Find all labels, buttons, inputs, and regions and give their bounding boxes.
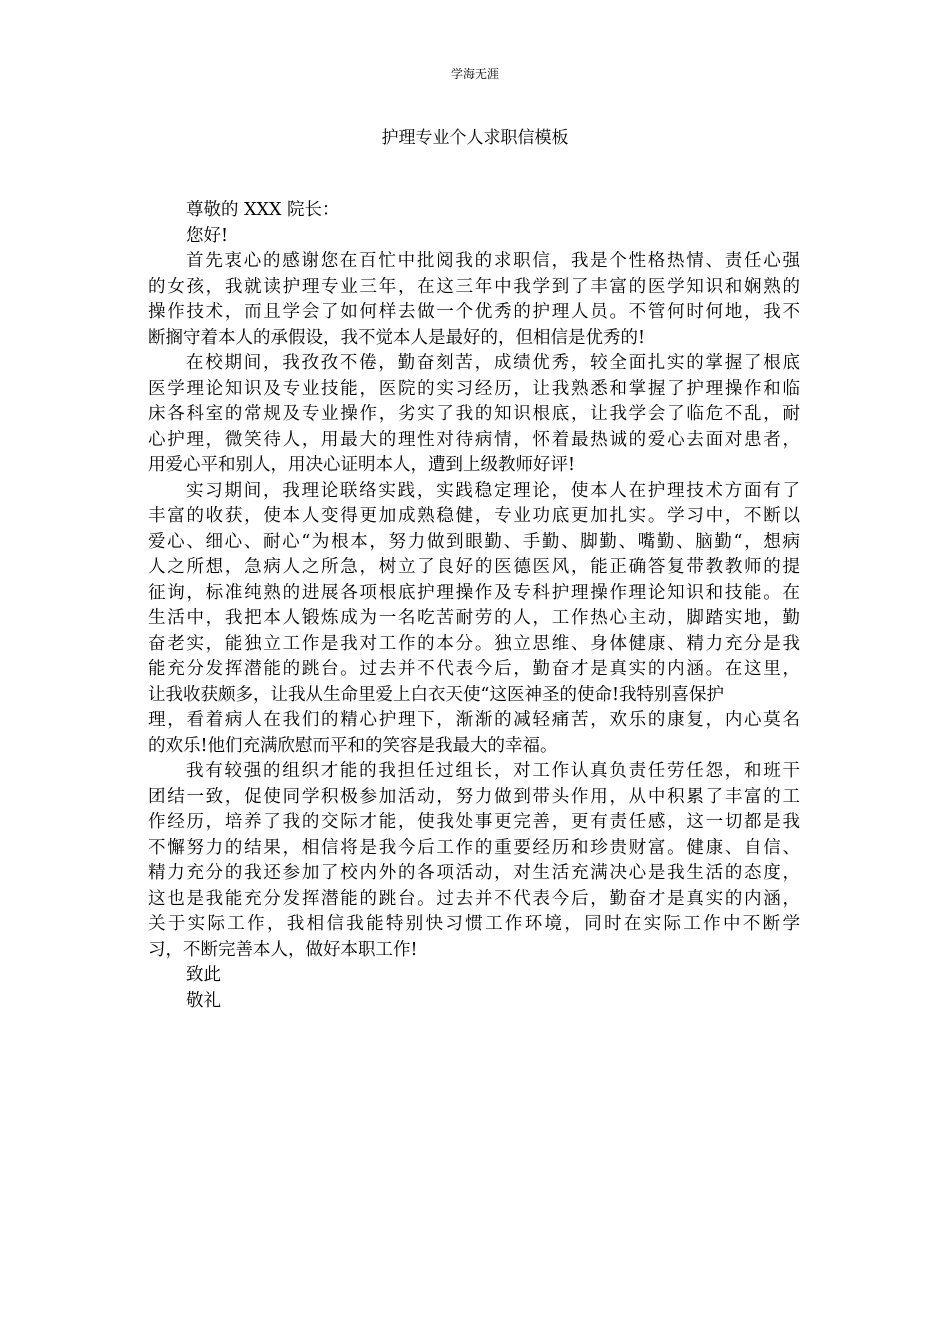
letter-line: 断搁守着本人的承假设，我不觉本人是最好的，但相信是优秀的! [148, 327, 646, 348]
letter-line: 不懈努力的结果，相信将是我今后工作的重要经历和珍贵财富。健康、自信、 [148, 837, 800, 858]
letter-line: 能充分发挥潜能的跳台。过去并不代表今后，勤奋才是真实的内涵。在这里， [148, 659, 800, 679]
letter-line: 床各科室的常规及专业操作，劣实了我的知识根底，让我学会了临危不乱，耐 [148, 404, 800, 424]
letter-body [148, 198, 800, 1014]
letter-line: 操作技术，而且学会了如何样去做一个优秀的护理人员。不管何时何地，我不 [148, 302, 800, 322]
letter-line: 生活中，我把本人锻炼成为一名吃苦耐劳的人，工作热心主动，脚踏实地，勤 [148, 608, 800, 628]
letter-line: 首先衷心的感谢您在百忙中批阅我的求职信，我是个性格热情、责任心强 [186, 251, 800, 271]
letter-line: 的女孩，我就读护理专业三年，在这三年中我学到了丰富的医学知识和娴熟的 [148, 276, 800, 297]
letter-line: 在校期间，我孜孜不倦，勤奋刻苦，成绩优秀，较全面扎实的掌握了根底 [186, 353, 800, 373]
letter-line: 致此 [186, 965, 221, 985]
letter-line: 用爱心平和别人，用决心证明本人，遭到上级教师好评! [148, 455, 576, 475]
letter-line: 团结一致，促使同学积极参加活动，努力做到带头作用，从中积累了丰富的工 [148, 786, 800, 807]
letter-line: 我有较强的组织才能的我担任过组长，对工作认真负责任劳任怨，和班干 [186, 761, 800, 781]
letter-line: 丰富的收获，使本人变得更加成熟稳健，专业功底更加扎实。学习中，不断以 [148, 506, 800, 526]
letter-line: 作经历，培养了我的交际才能，使我处事更完善，更有责任感，这一切都是我 [148, 812, 800, 832]
letter-line: 精力充分的我还参加了校内外的各项活动，对生活充满决心是我生活的态度， [148, 863, 800, 883]
letter-line: 心护理，微笑待人，用最大的理性对待病情，怀着最热诚的爱心去面对患者， [148, 429, 800, 450]
letter-line: 医学理论知识及专业技能，医院的实习经历，让我熟悉和掌握了护理操作和临 [148, 378, 800, 399]
letter-line: 的欢乐!他们充满欣慰而平和的笑容是我最大的幸福。 [148, 735, 558, 756]
letter-line: 敬礼 [186, 990, 221, 1011]
letter-line: 让我收获颇多，让我从生命里爱上白衣天使“这医神圣的使命!我特别喜保护 [148, 684, 724, 705]
letter-line: 理，看着病人在我们的精心护理下，渐渐的减轻痛苦，欢乐的康复，内心莫名 [148, 710, 800, 730]
letter-line: 关于实际工作，我相信我能特别快习惯工作环境，同时在实际工作中不断学 [148, 914, 800, 934]
letter-line: 这也是我能充分发挥潜能的跳台。过去并不代表今后，勤奋才是真实的内涵， [148, 888, 800, 909]
letter-line: 征询，标准纯熟的进展各项根底护理操作及专科护理操作理论知识和技能。在 [148, 582, 800, 603]
letter-line: 习，不断完善本人，做好本职工作! [148, 939, 418, 960]
letter-line: 爱心、细心、耐心“为根本，努力做到眼勤、手勤、脚勤、嘴勤、脑勤“，想病 [148, 531, 800, 552]
letter-line: 人之所想，急病人之所急，树立了良好的医德医风，能正确答复带教教师的提 [148, 557, 800, 577]
letter-line: 您好! [186, 225, 229, 246]
letter-line: 奋老实，能独立工作是我对工作的本分。独立思维、身体健康、精力充分是我 [148, 633, 800, 654]
document-title: 护理专业个人求职信模板 [381, 128, 569, 148]
letter-line: 实习期间，我理论联络实践，实践稳定理论，使本人在护理技术方面有了 [186, 480, 800, 501]
letter-line: 尊敬的 XXX 院长： [186, 200, 340, 220]
page-header: 学海无涯 [450, 67, 499, 81]
